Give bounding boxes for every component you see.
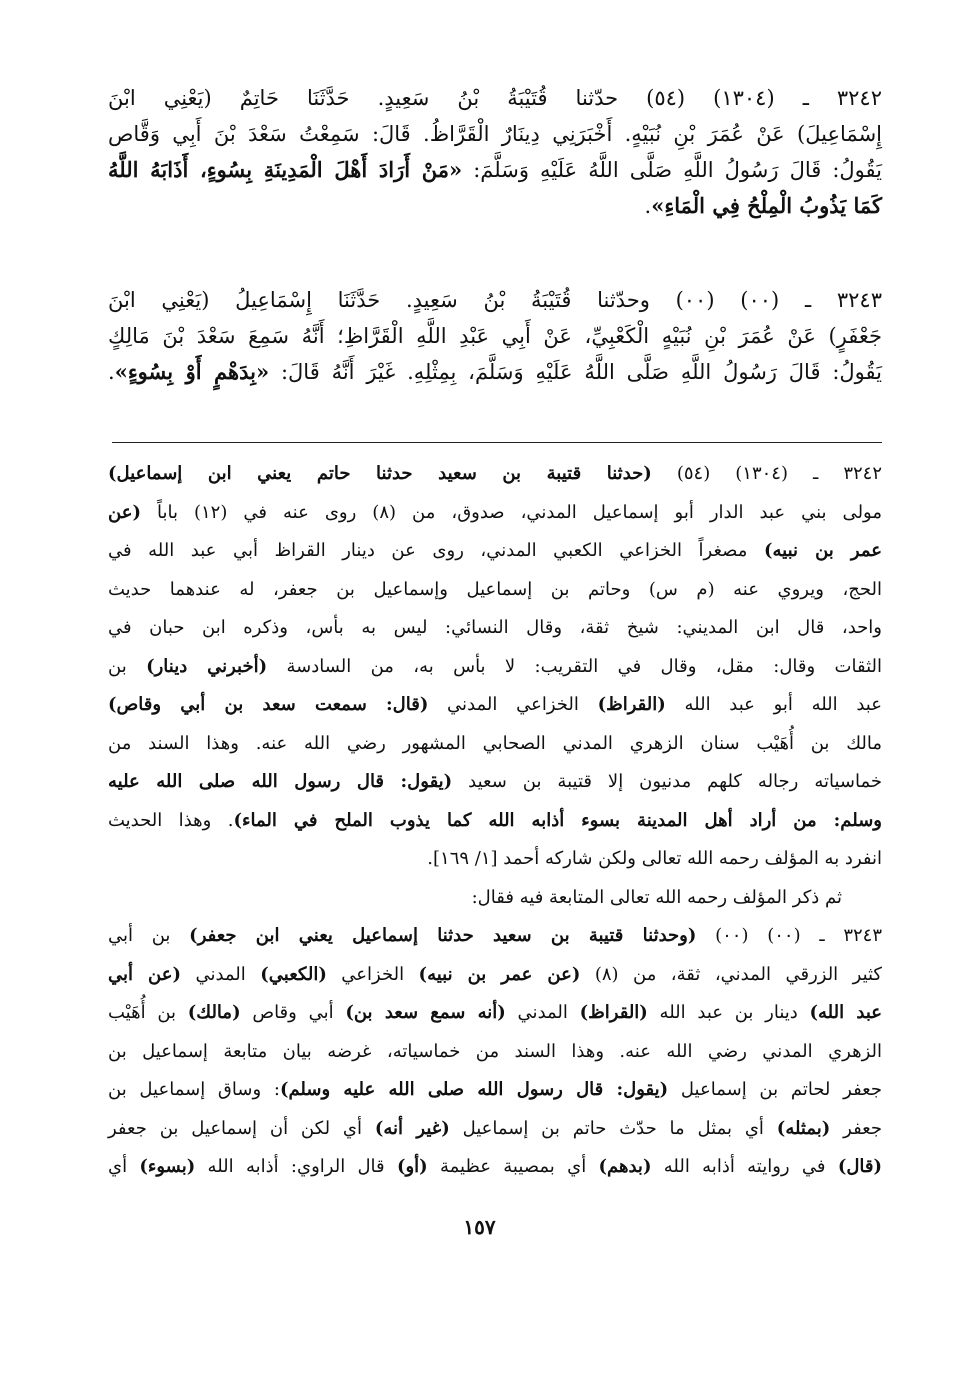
text-segment: ثم ذكر المؤلف رحمه الله تعالى المتابعة فيه فقال: — [471, 886, 842, 908]
bold-quoted-text: (عن أبي — [108, 963, 181, 985]
text-segment: أي لكن أن إسماعيل بن جعفر — [108, 1117, 375, 1139]
text-segment: بن أبي — [108, 925, 190, 946]
bold-quoted-text: (بدهم) — [598, 1156, 652, 1177]
text-line — [108, 648, 882, 687]
bold-quoted-text: (عن — [108, 501, 141, 523]
page-number: ١٥٧ — [463, 1215, 496, 1239]
text-segment: . — [644, 194, 652, 218]
text-segment: مصغراً الخزاعي الكعبي المدني، روى عن دينار القراظ أبي عبد الله في — [108, 540, 764, 561]
text-segment: كثير الزرقي المدني، ثقة، من (٨) — [580, 963, 882, 985]
bold-quoted-text: (حدثنا قتيبة بن سعيد حدثنا حاتم يعني ابن إسماعيل) — [108, 463, 652, 484]
bold-quoted-text: (قال: سمعت سعد بن أبي وقاص) — [108, 694, 429, 715]
text-segment: الخزاعي — [326, 963, 419, 985]
text-segment: الثقات وقال: مقل، وقال في التقريب: لا بأس به، من السادسة — [267, 655, 882, 677]
text-line — [108, 609, 882, 648]
text-segment: جعفر لحاتم بن إسماعيل — [668, 1079, 882, 1100]
text-line — [108, 1148, 882, 1187]
bold-quoted-text: (عن عمر بن نبيه) — [418, 963, 581, 985]
text-line — [108, 188, 882, 224]
text-segment: أي بمثل ما حدّث حاتم بن إسماعيل — [449, 1117, 777, 1139]
text-segment: المدني — [180, 963, 261, 985]
text-segment: ٣٢٤٣ ـ (٠٠) (٠٠) وحدّثنا قُتَيْبَةُ بْنُ سَعِيدٍ. حَدَّثَنَا إِسْمَاعِيلُ (يَعْنِي ابْنَ — [108, 288, 882, 312]
text-segment: جعفر — [830, 1117, 882, 1139]
footnote-divider — [112, 442, 882, 443]
text-segment: مولى بني عبد الدار أبو إسماعيل المدني، صدوق، من (٨) روى عنه في (١٢) باباً — [140, 501, 882, 523]
text-line — [108, 994, 882, 1033]
bold-quoted-text: (أنه سمع سعد بن) — [345, 1002, 506, 1023]
hadith-3242-text — [108, 80, 882, 224]
text-segment: واحد، قال ابن المديني: شيخ ثقة، وقال النسائي: ليس به بأس، وذكره ابن حبان في — [108, 617, 882, 638]
bold-quoted-text: (القراظ) — [579, 1002, 648, 1023]
text-segment: بن — [108, 655, 147, 677]
text-line — [108, 318, 882, 354]
text-line — [108, 494, 882, 533]
text-line — [108, 840, 882, 879]
text-line — [108, 116, 882, 152]
bold-quoted-text: (مالك) — [187, 1002, 241, 1023]
text-segment: ٣٢٤٣ ـ (٠٠) (٠٠) — [696, 925, 882, 946]
bold-quoted-text: (بسوء) — [139, 1156, 196, 1177]
text-segment: . وهذا الحديث — [108, 809, 234, 831]
text-segment: أي — [108, 1156, 140, 1177]
text-line — [108, 282, 882, 318]
text-segment: المدني — [505, 1002, 580, 1023]
text-segment: أي بمصيبة عظيمة — [427, 1156, 599, 1177]
bold-quoted-text: (أو) — [396, 1156, 428, 1177]
bold-quoted-text: (بمثله) — [776, 1117, 831, 1139]
text-line — [108, 802, 882, 841]
bold-quoted-text: (الكعبي) — [260, 963, 327, 985]
text-line — [108, 1110, 882, 1149]
bold-quoted-text: عبد الله) — [809, 1002, 882, 1023]
text-line — [108, 686, 882, 725]
text-line — [108, 1071, 882, 1110]
text-segment: . — [108, 360, 115, 384]
bold-quoted-text: (أخبرني دينار) — [146, 655, 268, 677]
bold-quoted-text: (القراظ) — [597, 694, 666, 715]
text-line — [108, 956, 882, 995]
text-segment: خماسياته رجاله كلهم مدنيون إلا قتيبة بن سعيد — [452, 771, 882, 792]
text-segment: عبد الله أبو عبد الله — [665, 694, 882, 715]
text-segment: الخزاعي المدني — [428, 694, 598, 715]
text-line — [108, 879, 882, 918]
text-line — [108, 725, 882, 764]
text-segment: ٣٢٤٢ ـ (١٣٠٤) (٥٤) حدّثنا قُتَيْبَةُ بْنُ سَعِيدٍ. حَدَّثَنَا حَاتِمٌ (يَعْنِي ابْنَ — [108, 86, 882, 110]
text-line — [108, 532, 882, 571]
bold-quoted-text: (يقول: قال رسول الله صلى الله عليه — [108, 771, 453, 792]
text-line — [108, 152, 882, 188]
text-segment: يَقُولُ: قَالَ رَسُولُ اللَّهِ صَلَّى اللَّهُ عَلَيْهِ وَسَلَّمَ، بِمِثْلِهِ. غَيْرَ أَنَّهُ قَالَ: — [269, 360, 882, 384]
text-segment: قال الراوي: أذابه الله — [195, 1156, 397, 1177]
text-segment: جَعْفَرٍ) عَنْ عُمَرَ بْنِ نُبَيْهٍ الْكَعْبِيِّ، عَنْ أَبِي عَبْدِ اللَّهِ الْقَرَّاظِ؛ أَنَّهُ سَمِعَ سَعْدَ بْنَ مَالِكٍ — [108, 324, 882, 348]
text-segment: : وساق إسماعيل بن — [108, 1079, 280, 1100]
text-segment: الزهري المدني رضي الله عنه. وهذا السند من خماسياته، غرضه بيان متابعة إسماعيل بن — [108, 1040, 882, 1062]
text-line — [108, 455, 882, 494]
bold-quoted-text: (يقول: قال رسول الله صلى الله عليه وسلم) — [279, 1079, 669, 1100]
hadith-3243-text — [108, 282, 882, 390]
text-line — [108, 354, 882, 390]
bold-quoted-text: كَمَا يَذُوبُ الْمِلْحُ فِي الْمَاءِ» — [651, 193, 882, 218]
text-line — [108, 1033, 882, 1072]
text-line — [108, 917, 882, 956]
bold-quoted-text: (وحدثنا قتيبة بن سعيد حدثنا إسماعيل يعني ابن جعفر) — [189, 925, 697, 946]
bold-quoted-text: (قال) — [837, 1156, 883, 1177]
text-line — [108, 571, 882, 610]
text-line — [108, 763, 882, 802]
bold-quoted-text: «بِدَهْمٍ أَوْ بِسُوءٍ» — [114, 359, 270, 384]
text-segment: انفرد به المؤلف رحمه الله تعالى ولكن شاركه أحمد [١/ ١٦٩]. — [427, 848, 882, 869]
text-segment: بن أُهَيْب — [108, 1002, 188, 1023]
text-segment: الحج، ويروي عنه (م س) وحاتم بن إسماعيل وإسماعيل بن جعفر، له عندهما حديث — [108, 578, 882, 600]
text-segment: أبي وقاص — [240, 1002, 346, 1023]
text-segment: دينار بن عبد الله — [647, 1002, 810, 1023]
text-segment: يَقُولُ: قَالَ رَسُولُ اللَّهِ صَلَّى اللَّهُ عَلَيْهِ وَسَلَّمَ: — [462, 158, 882, 182]
bold-quoted-text: (غير أنه) — [374, 1117, 450, 1139]
commentary-footnotes — [108, 455, 882, 1187]
text-segment: ٣٢٤٢ ـ (١٣٠٤) (٥٤) — [651, 463, 882, 484]
text-segment: في روايته أذابه الله — [651, 1156, 838, 1177]
bold-quoted-text: وسلم: من أراد أهل المدينة بسوء أذابه الله كما يذوب الملح في الماء) — [233, 809, 882, 831]
bold-quoted-text: عمر بن نبيه) — [763, 540, 882, 561]
text-segment: مالك بن أُهَيْب سنان الزهري المدني الصحابي المشهور رضي الله عنه. وهذا السند من — [108, 732, 882, 754]
bold-quoted-text: «مَنْ أَرَادَ أَهْلَ الْمَدِينَةِ بِسُوءٍ، أَذَابَهُ اللَّهُ — [108, 157, 463, 182]
text-segment: إِسْمَاعِيلَ) عَنْ عُمَرَ بْنِ نُبَيْهٍ. أَخْبَرَنِي دِينَارٌ الْقَرَّاظُ. قَالَ: سَمِعْتُ سَعْدَ بْنَ أَبِي وَقَّاص — [108, 122, 882, 146]
text-line — [108, 80, 882, 116]
